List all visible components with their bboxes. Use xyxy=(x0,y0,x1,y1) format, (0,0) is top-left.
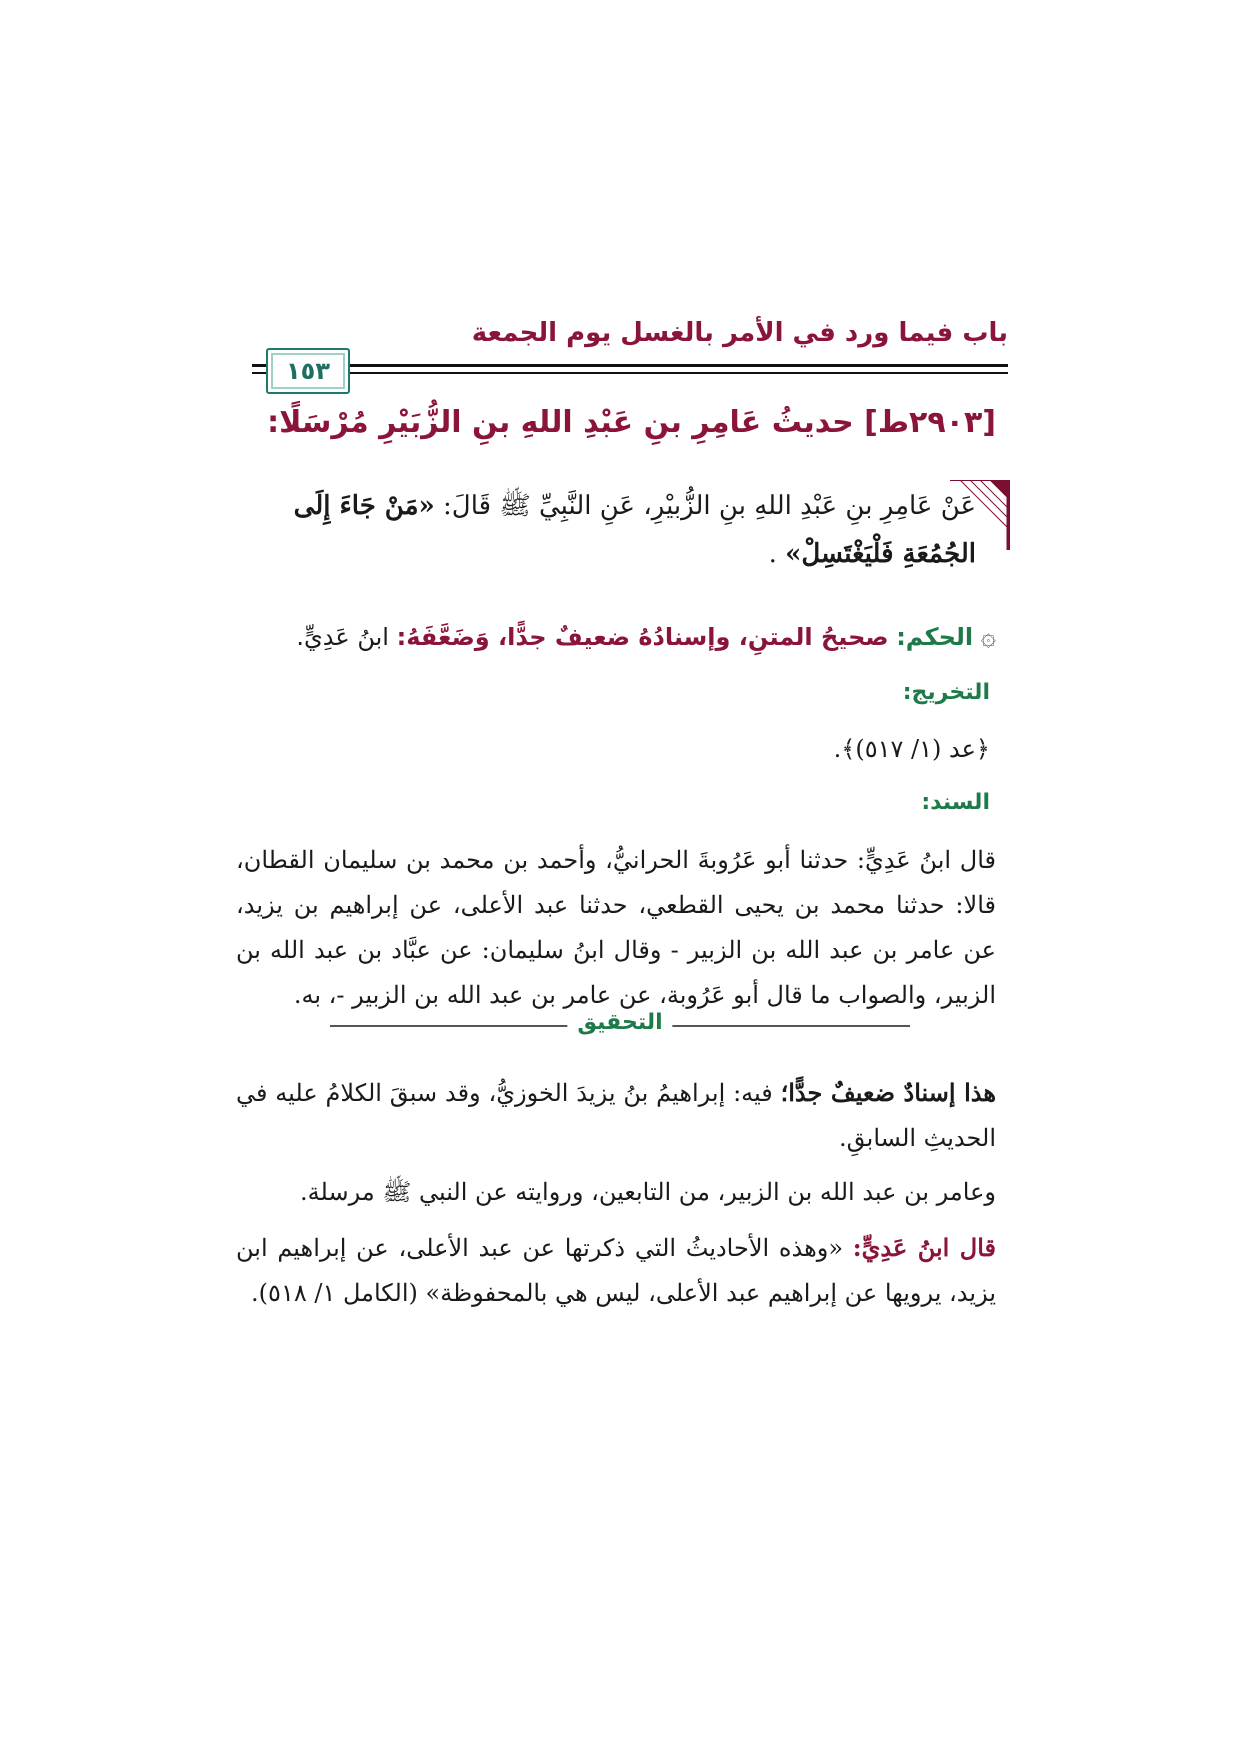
chapter-title: باب فيما ورد في الأمر بالغسل يوم الجمعة xyxy=(471,318,1008,348)
ruling-by: ابنُ عَدِيٍّ. xyxy=(296,623,389,651)
ruling-label: الحكم: xyxy=(896,623,974,651)
tahqiq-paragraph-3 xyxy=(236,1225,996,1316)
header-rule-thin xyxy=(252,372,1008,374)
hadith-text-block xyxy=(250,480,1010,590)
hadith-heading: [٢٩٠٣ط] حديثُ عَامِرِ بنِ عَبْدِ اللهِ بنِ الزُّبَيْرِ مُرْسَلًا: xyxy=(267,405,996,440)
hadith-matn: «مَنْ جَاءَ إِلَى الجُمُعَةِ فَلْيَغْتَسِلْ» xyxy=(293,491,976,569)
hadith-isnad: عَنْ عَامِرِ بنِ عَبْدِ اللهِ بنِ الزُّبيْرِ، عَنِ النَّبِيِّ ﷺ قَالَ: xyxy=(443,491,976,521)
ruling-verdict: صحيحُ المتنِ، وإسنادُهُ ضعيفٌ جدًّا، وَضَعَّفَهُ: xyxy=(396,623,889,651)
ibn-adi-label: قال ابنُ عَدِيٍّ: xyxy=(852,1233,996,1262)
takhrij-label: التخريج: xyxy=(902,680,990,705)
tahqiq-divider xyxy=(300,1010,940,1040)
hadith-end: . xyxy=(768,539,777,569)
tahqiq-paragraph-1 xyxy=(236,1070,996,1161)
flower-ornament-icon: ۞ xyxy=(980,622,996,652)
sanad-text: قال ابنُ عَدِيٍّ: حدثنا أبو عَرُوبةَ الحرانيُّ، وأحمد بن محمد بن سليمان القطان، قالا: حدثنا محمد بن يحيى القطعي، حدثنا عبد الأعلى، عن إبراهيم بن يزيد، عن عامر بن عبد الله بن الزبير - وقال ابنُ سليمان: عن عبَّاد بن عبد الله بن الزبير، والصواب ما قال أبو عَرُوبة، عن عامر بن عبد الله بن الزبير -، به. xyxy=(236,846,996,1009)
ibn-adi-quote: «وهذه الأحاديثُ التي ذكرتها عن عبد الأعلى، عن إبراهيم ابن يزيد، يرويها عن إبراهيم عبد الأعلى، ليس هي بالمحفوظة» (الكامل ١/ ٥١٨). xyxy=(236,1234,996,1307)
hadith-text xyxy=(256,482,976,578)
sanad-label: السند: xyxy=(921,790,990,815)
page-number-badge: ١٥٣ xyxy=(266,348,350,394)
tahqiq-verdict: هذا إسنادٌ ضعيفٌ جدًّا؛ xyxy=(780,1078,997,1107)
tahqiq-title: التحقيق xyxy=(567,1010,672,1035)
running-header xyxy=(252,318,1008,390)
tahqiq-p1-rest: فيه: إبراهيمُ بنُ يزيدَ الخوزيُّ، وقد سبقَ الكلامُ عليه في الحديثِ السابقِ. xyxy=(236,1079,996,1152)
ruling-line xyxy=(236,622,996,652)
header-rule xyxy=(252,364,1008,367)
takhrij-reference: ﴿عد (١/ ٥١٧)﴾. xyxy=(833,735,990,763)
tahqiq-paragraph-2: وعامر بن عبد الله بن الزبير، من التابعين، وروايته عن النبي ﷺ مرسلة. xyxy=(300,1178,996,1206)
